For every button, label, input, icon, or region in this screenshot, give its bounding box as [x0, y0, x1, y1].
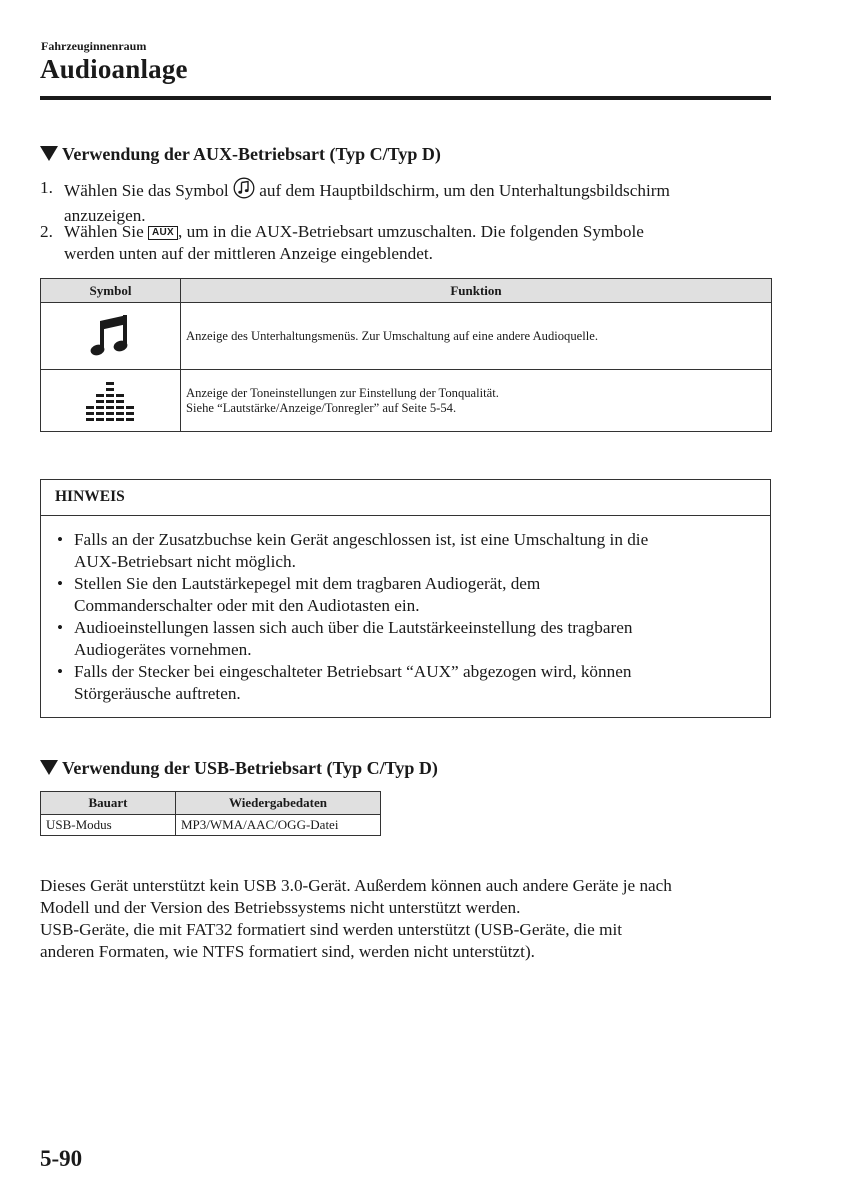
table-header-playback: Wiedergabedaten — [176, 792, 381, 815]
music-note-icon — [233, 177, 255, 205]
step-1-text-b: auf dem Hauptbildschirm, um den Unterhaltungsbildschirm — [259, 181, 670, 200]
note-line: Audiogerätes vornehmen. — [74, 640, 252, 659]
usb-section-heading — [40, 758, 438, 779]
note-item-text — [74, 573, 540, 617]
note-line: Störgeräusche auftreten. — [74, 684, 241, 703]
note-item — [57, 529, 767, 573]
table-row — [41, 303, 772, 370]
step-text — [64, 177, 670, 227]
step-2 — [40, 221, 780, 265]
aux-button-icon: AUX — [148, 226, 178, 240]
aux-section-heading — [40, 144, 441, 165]
step-1 — [40, 177, 780, 225]
bullet-dot: • — [57, 530, 64, 549]
para-line: Modell und der Version des Betriebssystems nicht unterstützt werden. — [40, 898, 521, 917]
table-header-function: Funktion — [181, 279, 772, 303]
note-header — [41, 480, 770, 516]
note-item-text — [74, 617, 632, 661]
step-1-text-c: anzuzeigen. — [64, 206, 146, 225]
note-item — [57, 573, 767, 617]
usb-table — [40, 791, 381, 836]
function-text: Anzeige des Unterhaltungsmenüs. Zur Umschaltung auf eine andere Audioquelle. — [186, 328, 598, 343]
step-2-text-c: werden unten auf der mittleren Anzeige eingeblendet. — [64, 244, 433, 263]
para-line: anderen Formaten, wie NTFS formatiert sind, werden nicht unterstützt). — [40, 942, 535, 961]
symbol-cell — [41, 370, 181, 432]
bullet-dot: • — [57, 662, 64, 681]
note-item-text — [74, 661, 631, 705]
page-number: 5-90 — [40, 1146, 83, 1171]
note-line: Falls der Stecker bei eingeschalteter Betriebsart “AUX” abgezogen wird, können — [74, 662, 632, 681]
chapter-label: Fahrzeuginnenraum — [41, 39, 147, 53]
table-cell: MP3/WMA/AAC/OGG-Datei — [176, 815, 381, 836]
bullet-dot: • — [57, 574, 64, 593]
function-text: Anzeige der Toneinstellungen zur Einstellung der Tonqualität. — [186, 385, 499, 400]
usb-paragraph-1 — [40, 875, 672, 919]
step-number: 2. — [40, 222, 53, 241]
table-header-symbol: Symbol — [41, 279, 181, 303]
header-rule — [40, 96, 771, 100]
function-text: Siehe “Lautstärke/Anzeige/Tonregler” auf Seite 5-54. — [186, 400, 457, 415]
function-cell — [181, 370, 772, 432]
usb-paragraph-2 — [40, 919, 622, 963]
bullet-dot: • — [57, 618, 64, 637]
para-line: Dieses Gerät unterstützt kein USB 3.0-Gerät. Außerdem können auch andere Geräte je nach — [40, 876, 672, 895]
step-2-text-b: , um in die AUX-Betriebsart umzuschalten. Die folgenden Symbole — [178, 222, 644, 241]
usb-heading-text: Verwendung der USB-Betriebsart (Typ C/Typ D) — [62, 758, 438, 778]
note-line: Audioeinstellungen lassen sich auch über die Lautstärkeeinstellung des tragbaren — [74, 618, 633, 637]
table-row — [41, 370, 772, 432]
symbol-table — [40, 278, 772, 432]
note-item — [57, 661, 767, 705]
triangle-bullet-icon — [40, 146, 58, 161]
table-cell: USB-Modus — [41, 815, 176, 836]
page-title: Audioanlage — [40, 54, 188, 84]
equalizer-icon — [41, 380, 180, 422]
table-header-type: Bauart — [41, 792, 176, 815]
note-item — [57, 617, 767, 661]
para-line: USB-Geräte, die mit FAT32 formatiert sind werden unterstützt (USB-Geräte, die mit — [40, 920, 623, 939]
triangle-bullet-icon — [40, 760, 58, 775]
note-item-text — [74, 529, 648, 573]
note-heading: HINWEIS — [55, 488, 125, 505]
note-line: Stellen Sie den Lautstärkepegel mit dem tragbaren Audiogerät, dem — [74, 574, 541, 593]
step-text — [64, 221, 644, 265]
note-line: Commanderschalter oder mit den Audiotasten ein. — [74, 596, 420, 615]
table-row — [41, 815, 381, 836]
note-line: Falls an der Zusatzbuchse kein Gerät angeschlossen ist, ist eine Umschaltung in die — [74, 530, 649, 549]
step-2-text-a: Wählen Sie — [64, 222, 144, 241]
note-box — [40, 479, 771, 718]
aux-heading-text: Verwendung der AUX-Betriebsart (Typ C/Typ D) — [62, 144, 441, 164]
function-cell — [181, 303, 772, 370]
symbol-cell — [41, 303, 181, 370]
step-number: 1. — [40, 178, 53, 197]
music-note-icon — [41, 313, 180, 359]
note-line: AUX-Betriebsart nicht möglich. — [74, 552, 296, 571]
step-1-text-a: Wählen Sie das Symbol — [64, 181, 229, 200]
